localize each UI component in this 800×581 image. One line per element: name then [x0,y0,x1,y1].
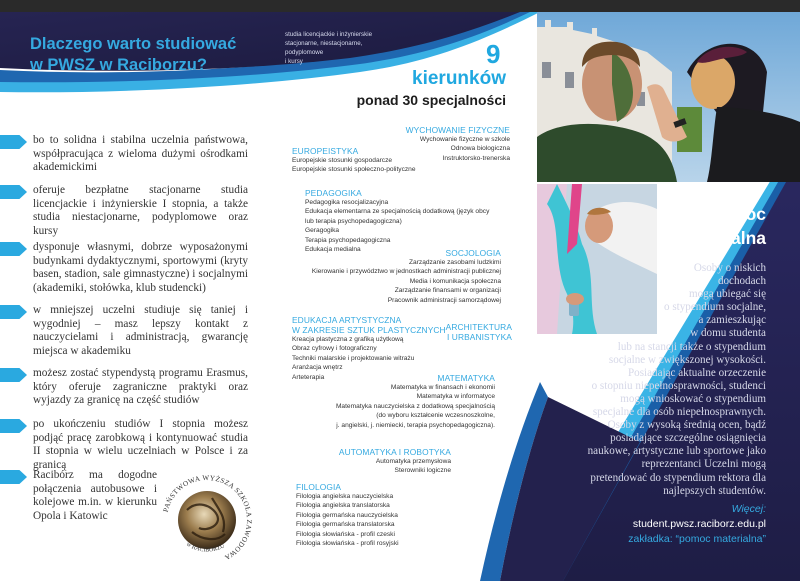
program-automatyka [330,447,451,476]
body-line: posiadające szczególne osiągnięcia [610,432,766,445]
program-name: EDUKACJA ARTYSTYCZNA [292,315,402,325]
reason-text: możesz zostać stypendystą programu Erasmus, który oferuje zagraniczne praktyki oraz wyjazdy za granicę na część studiów [33,367,248,407]
body-line: Osoby o niskich [693,262,766,274]
study-type: i kursy [285,58,303,65]
specialization: Matematyka w informatyce [416,393,495,401]
specialization: Edukacja elementarna ze specjalnością dodatkową (język obcy [305,208,490,216]
program-name: ARCHITEKTURA [445,322,512,332]
specialization: Geragogika [305,227,340,235]
program-edukacja-artystyczna [292,315,446,382]
study-type: stacjonarne, niestacjonarne, [285,40,363,47]
body-line: o stypendium socjalne, [664,301,766,314]
specialization: Kreacja plastyczna z grafiką użytkową [292,336,404,343]
specialization: lub terapia psychopedagogiczna) [305,217,402,225]
body-line: lub na stancji także o stypendium [617,340,766,353]
photo-face-painting [537,12,800,182]
body-line: pretendować do stypendium rektora dla [590,471,766,484]
program-matematyka [300,373,495,430]
specialization: Filologia słowiańska - profil rosyjski [296,540,399,548]
body-line: mogą wnioskować o stypendium [620,392,766,405]
body-line: socjalne w zwiększonej wysokości. [608,353,766,366]
program-socjologia [290,248,501,305]
program-name: AUTOMATYKA I ROBOTYKA [338,447,451,457]
study-type: podyplomowe [285,49,324,56]
specialization: Odnowa biologiczna [450,145,510,153]
program-pedagogika [305,188,489,254]
specialization: Matematyka w finansach i ekonomii [390,384,495,391]
reason-text: bo to solidna i stabilna uczelnia państwowa, współpracująca z wieloma dużymi ośrodkami akademickimi [33,134,248,174]
program-name: SOCJOLOGIA [445,248,501,258]
student-portal-link[interactable]: student.pwsz.raciborz.edu.pl [632,518,766,530]
program-name: MATEMATYKA [437,373,495,383]
program-wychowanie-fizyczne [400,125,510,163]
more-info-label: Więcej: [731,503,766,515]
viewer-top-bar [0,0,800,12]
seal-ring-text: PAŃSTWOWA WYŻSZA SZKOŁA ZAWODOWA [161,473,254,562]
financial-aid-title [610,202,766,250]
program-europeistyka [292,146,416,175]
page-headline [30,34,236,76]
specialization: Matematyka nauczycielska z dodatkową specjalnością [335,402,495,410]
specialization: Automatyka przemysłowa [375,458,451,465]
body-line: Posiadając aktualne orzeczenie [628,366,766,379]
specialization: Filologia angielska translatorska [296,502,390,510]
specialization: (do wyboru kształcenie wczesnoszkolne, [376,412,495,420]
headline-line-2: w PWSZ w Raciborzu? [30,56,207,74]
body-line: Osoby z wysoką średnią ocen, bądź [607,419,766,432]
specialization: Zarządzanie zasobami ludzkimi [409,259,501,266]
seal-center [178,491,236,549]
specialization: Europejskie stosunki społeczno-polityczne [292,166,416,174]
program-name: W ZAKRESIE SZTUK PLASTYCZNYCH [292,325,446,335]
reason-text: oferuje bezpłatne stacjonarne studia licencjackie i inżynierskie I stopnia, a także studia niestacjonarne, podyplomowe oraz kursy [33,184,248,237]
specialization: Wychowanie fizyczne w szkole [419,136,510,143]
tab-hint: zakładka: “pomoc materialna” [628,533,766,545]
body-line: o stopniu niepełnosprawności, studenci [591,379,766,392]
specialization: Edukacja medialna [305,246,361,254]
program-name: WYCHOWANIE FIZYCZNE [405,125,510,135]
body-line: specjalne dla osób niepełnosprawnych. [592,406,766,419]
title-line-2: materialna [678,228,766,248]
specialization: Media i komunikacja społeczna [409,277,501,285]
programs-count: 9 [486,39,501,69]
program-filologia [296,482,399,548]
program-architektura [440,322,512,342]
specialization: j. angielski, j. niemiecki, terapia psychopedagogiczna). [336,421,495,429]
specialization: Filologia germańska nauczycielska [296,511,398,519]
body-line: najlepszych studentów. [663,484,766,497]
headline-line-1: Dlaczego warto studiować [30,35,237,53]
programs-label: kierunków [412,68,506,89]
pwsz-logo-seal [157,470,257,570]
reason-text: dysponuje własnymi, dobrze wyposażonymi budynkami dydaktycznymi, sportowymi (kryty basen, stadion, sale gimnastyczne) i socjalnymi (akademiki, stołówka, klub studencki) [33,241,248,294]
body-line: dochodach [717,275,766,288]
specialization: Filologia słowiańska - profil czeski [296,530,395,538]
program-name: FILOLOGIA [296,482,342,492]
reason-text: Racibórz ma dogodne połączenia autobusowe i kolejowe m.in. w kierunku Opola i Katowic [33,469,157,522]
program-name: EUROPEISTYKA [292,146,359,156]
body-line: a zamieszkując [698,314,766,327]
specialization: Instruktorsko-trenerska [442,154,510,162]
financial-aid-body [570,262,766,498]
program-name: I URBANISTYKA [446,332,512,342]
specialization: Filologia angielska nauczycielska [296,493,394,500]
body-line: w domu studenta [690,327,766,340]
title-line-1: Pomoc [707,204,766,224]
specialization: Arteterapia [292,373,325,381]
specialization: Aranżacja wnętrz [292,364,343,372]
brochure-page [0,12,800,581]
specialization: Pedagogika resocjalizacyjna [305,199,389,206]
specialization: Terapia psychopedagogiczna [305,236,391,244]
specialization: Europejskie stosunki gospodarcze [292,157,393,164]
reason-text: po ukończeniu studiów I stopnia możesz podjąć pracę zarobkową i kontynuować studia II stopnia w wielu uczelniach w Polsce i za granicą [33,418,248,471]
study-type: studia licencjackie i inżynierskie [285,31,373,38]
specialization: Kierowanie i przywództwo w jednostkach administracji publicznej [311,268,501,276]
body-line: naukowe, artystyczne lub sportowe jako [587,445,766,458]
body-line: mogą ubiegać się [688,288,766,301]
specialization: Filologia germańska translatorska [296,521,395,529]
specialization: Pracownik administracji samorządowej [387,296,501,304]
body-line: reprezentanci Uczelni mogą [641,458,766,471]
specialization: Techniki malarskie i projektowanie witrażu [292,354,415,362]
study-types [285,30,395,66]
specialization: Obraz cyfrowy i fotograficzny [292,345,377,353]
specialization: Sterowniki logiczne [394,467,451,475]
specialization: Zarządzanie finansami w organizacji [394,287,501,295]
specializations-label: ponad 30 specjalności [356,92,506,108]
seal-bottom-text: w RACIBORZU [185,541,226,554]
reason-text: w mniejszej uczelni studiuje się taniej i wygodniej – masz lepszy kontakt z nauczycielami i administracją, gwarancję miejsca w akademiku [33,304,248,357]
program-name: PEDAGOGIKA [305,188,362,198]
